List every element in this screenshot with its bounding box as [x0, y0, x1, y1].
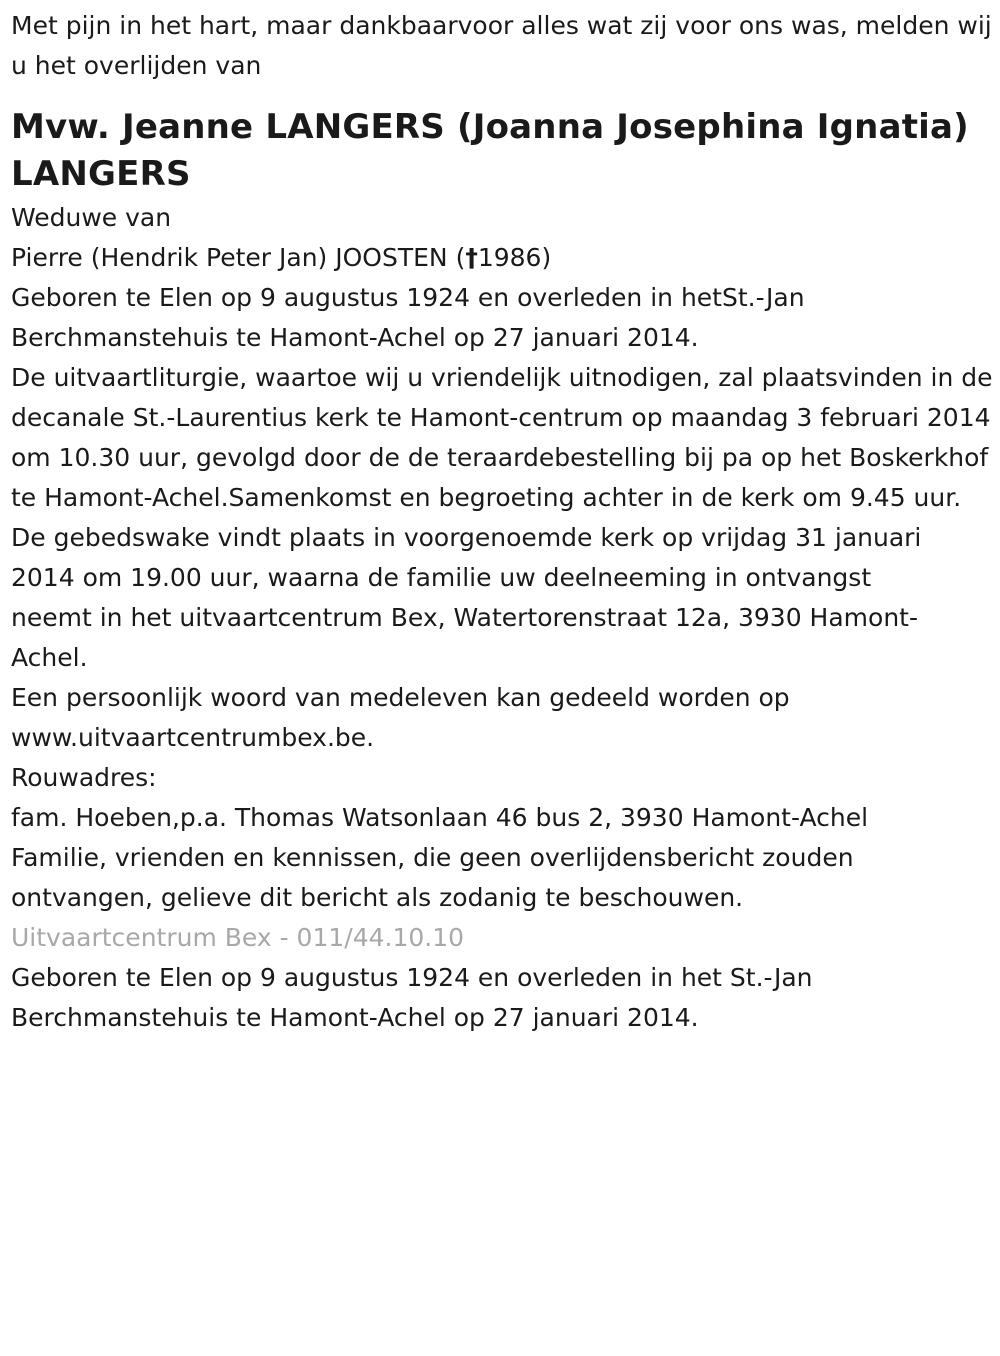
vigil-line: Achel.	[11, 643, 88, 672]
address-text: fam. Hoeben,p.a. Thomas Watsonlaan 46 bus 2, 3930 Hamont-Achel	[11, 803, 869, 832]
spouse-line	[11, 238, 993, 278]
birth-death-repeat: Geboren te Elen op 9 augustus 1924 en overleden in het St.-Jan Berchmanstehuis te Hamont-Achel op 27 januari 2014.	[11, 963, 813, 1032]
vigil-line: neemt in het uitvaartcentrum Bex, Watertorenstraat 12a, 3930 Hamont-	[11, 603, 918, 632]
birth-death-text: Geboren te Elen op 9 augustus 1924 en overleden in hetSt.-Jan Berchmanstehuis te Hamont-Achel op 27 januari 2014.	[11, 283, 805, 352]
funeral-text: De uitvaartliturgie, waartoe wij u vriendelijk uitnodigen, zal plaatsvinden in de decanale St.-Laurentius kerk te Hamont-centrum op maandag 3 februari 2014 om 10.30 uur, gevolgd door de de teraardebestelling bij pa op het Boskerkhof te Hamont-Achel.Samenkomst en begroeting achter in de kerk om 9.45 uur.	[11, 363, 993, 512]
widow-label: Weduwe van	[11, 203, 172, 232]
notice-text: Familie, vrienden en kennissen, die geen overlijdensbericht zouden ontvangen, gelieve dit bericht als zodanig te beschouwen.	[11, 843, 854, 912]
vigil-line: De gebedswake vindt plaats in voorgenoemde kerk op vrijdag 31 januari	[11, 523, 922, 552]
vigil-text	[11, 518, 993, 678]
spouse-name: Pierre (Hendrik Peter Jan) JOOSTEN (	[11, 243, 466, 272]
obituary	[11, 6, 993, 1038]
intro-text: Met pijn in het hart, maar dankbaarvoor alles wat zij voor ons was, melden wij u het overlijden van	[11, 11, 992, 80]
address-label: Rouwadres:	[11, 763, 157, 792]
deceased-name: Mvw. Jeanne LANGERS (Joanna Josephina Ignatia) LANGERS	[11, 107, 969, 194]
condolence-text: Een persoonlijk woord van medeleven kan gedeeld worden op www.uitvaartcentrumbex.be.	[11, 683, 790, 752]
cross-icon: †	[465, 243, 478, 272]
vigil-line: 2014 om 19.00 uur, waarna de familie uw deelneeming in ontvangst	[11, 563, 872, 592]
funeral-home-contact: Uitvaartcentrum Bex - 011/44.10.10	[11, 923, 465, 952]
spouse-death-year: 1986)	[477, 243, 552, 272]
